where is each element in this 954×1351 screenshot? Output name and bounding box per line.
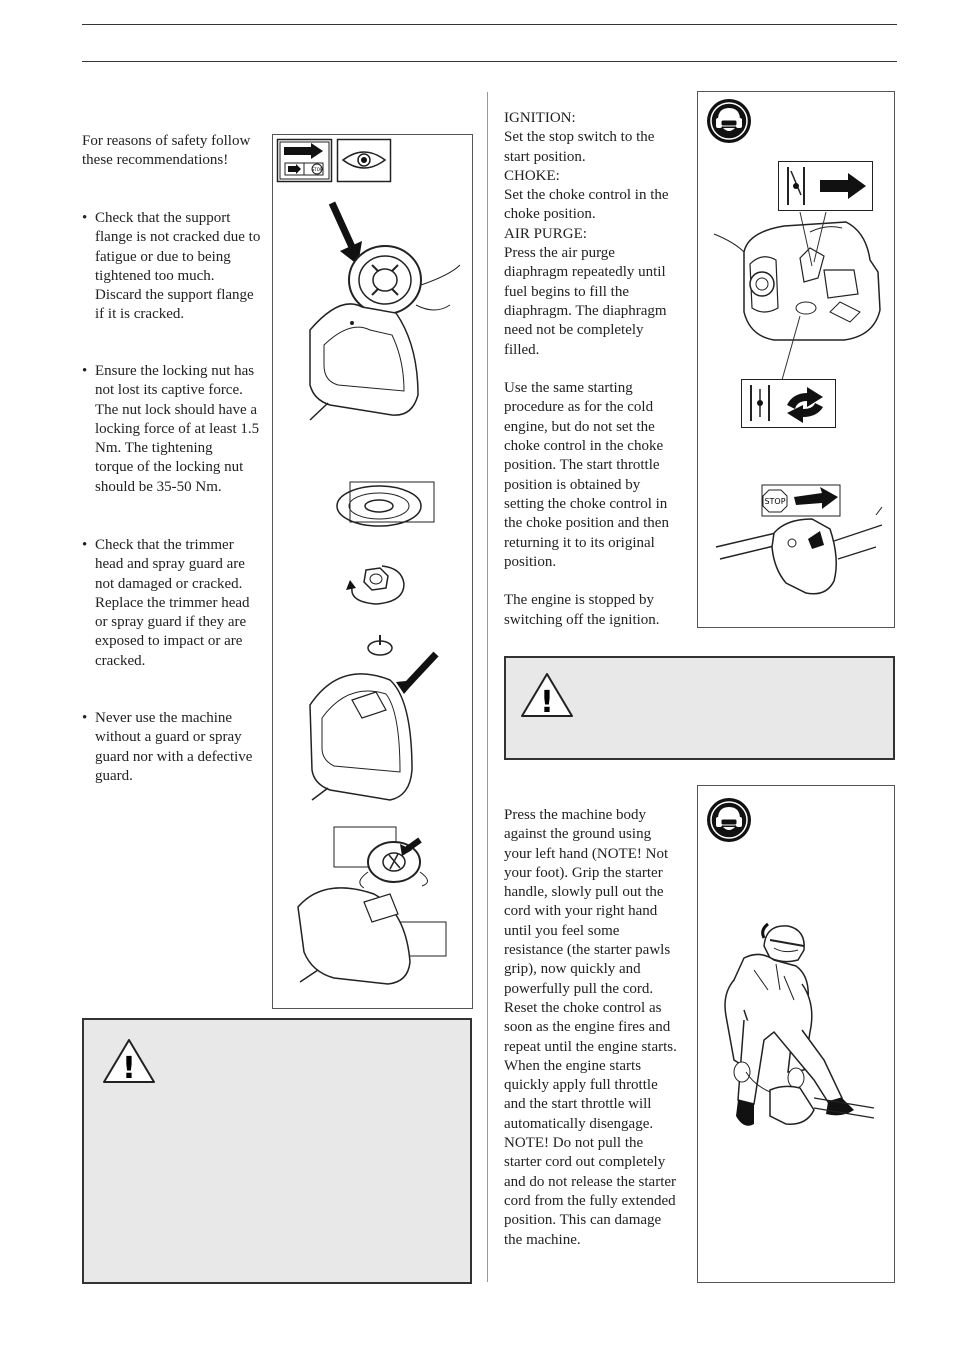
starting-line: choke position. xyxy=(504,206,596,223)
pull-line: cord from the fully extended xyxy=(504,1192,676,1209)
left-warning-box xyxy=(82,1018,472,1284)
bullet-line: head and spray guard are xyxy=(95,556,245,573)
starting-procedure-text xyxy=(504,109,696,630)
stop-switch-handle-drawing xyxy=(716,483,886,608)
pull-line: cord with your right hand xyxy=(504,903,658,920)
bullet-dot: • xyxy=(82,537,88,553)
starting-line: Set the stop switch to the xyxy=(504,129,655,146)
pull-line: until you feel some xyxy=(504,922,620,939)
pull-line: starter cord out completely xyxy=(504,1154,666,1171)
pull-line: Press the machine body xyxy=(504,807,647,823)
bullet-guard xyxy=(82,709,268,786)
starting-line xyxy=(504,572,696,591)
pull-line: your foot). Grip the starter xyxy=(504,864,663,881)
bullet-line: not damaged or cracked. xyxy=(95,575,243,592)
intro-line: For reasons of safety follow xyxy=(82,133,251,149)
starting-line: choke control in the choke xyxy=(504,438,664,455)
bullet-line: exposed to impact or are xyxy=(95,633,243,650)
right-warning-box xyxy=(504,656,895,760)
pull-line: Reset the choke control as xyxy=(504,999,662,1016)
warning-triangle-icon xyxy=(520,672,574,718)
starting-line: position is obtained by xyxy=(504,476,641,493)
pull-line: against the ground using xyxy=(504,826,652,843)
bullet-line: guard. xyxy=(95,767,133,784)
bullet-dot: • xyxy=(82,210,88,226)
pull-line: the machine. xyxy=(504,1231,581,1248)
starting-line: need not be completely xyxy=(504,322,644,339)
pull-line: soon as the engine fires and xyxy=(504,1019,671,1036)
intro-line: these recommendations! xyxy=(82,152,229,169)
bullet-line: guard nor with a defective xyxy=(95,748,253,765)
starting-line: Set the choke control in the xyxy=(504,187,669,204)
pull-line: NOTE! Do not pull the xyxy=(504,1135,644,1152)
bullet-line: flange is not cracked due to xyxy=(95,229,261,246)
starting-pull-text xyxy=(504,806,696,1250)
starting-line: procedure as for the cold xyxy=(504,399,654,416)
pull-line: repeat until the engine starts. xyxy=(504,1038,677,1055)
bullet-trimmer-head xyxy=(82,536,268,671)
engine-housing-drawing xyxy=(714,212,890,380)
pull-line: automatically disengage. xyxy=(504,1115,654,1132)
bullet-line: if it is cracked. xyxy=(95,306,185,323)
warning-exclamation: ! xyxy=(540,685,554,720)
choke-control-symbol xyxy=(741,379,837,429)
bullet-line: torque of the locking nut xyxy=(95,459,244,476)
header-rule-top xyxy=(82,24,897,25)
starting-line: returning it to its original xyxy=(504,534,655,551)
stop-switch-start-symbol xyxy=(778,161,874,212)
pull-line: and the start throttle will xyxy=(504,1096,652,1113)
warning-triangle-icon xyxy=(102,1038,156,1084)
starting-line: engine, but do not set the xyxy=(504,418,655,435)
starting-line xyxy=(504,360,696,379)
column-divider xyxy=(487,92,488,1282)
bullet-line: fatigue or due to being xyxy=(95,248,231,265)
pull-line: grip), now quickly and xyxy=(504,961,641,978)
bullet-line: Never use the machine xyxy=(95,710,233,726)
warning-exclamation: ! xyxy=(122,1051,136,1086)
support-flange-washer-drawing xyxy=(335,480,440,530)
pull-line: quickly apply full throttle xyxy=(504,1077,658,1094)
starting-line: diaphragm. The diaphragm xyxy=(504,302,667,319)
pull-line: your left hand (NOTE! Not xyxy=(504,845,669,862)
starting-line: position. xyxy=(504,553,557,570)
operator-starting-machine-drawing xyxy=(714,920,884,1140)
ear-eye-protection-icon xyxy=(706,98,752,144)
bullet-line: cracked. xyxy=(95,652,146,669)
starting-line: diaphragm repeatedly until xyxy=(504,264,666,281)
stop-sign-label: STOP xyxy=(764,497,786,506)
bullet-line: Check that the trimmer xyxy=(95,537,234,553)
bullet-line: Check that the support xyxy=(95,210,231,226)
pull-line: position. This can damage xyxy=(504,1212,662,1229)
starting-line: position. The start throttle xyxy=(504,457,660,474)
bullet-dot: • xyxy=(82,363,88,379)
pull-line: powerfully pull the cord. xyxy=(504,980,654,997)
starting-line: Use the same starting xyxy=(504,380,633,397)
bullet-line: tightened too much. xyxy=(95,267,215,284)
bullet-line: Nm. The tightening xyxy=(95,440,213,457)
bullet-line: without a guard or spray xyxy=(95,729,242,746)
starting-line: Press the air purge xyxy=(504,245,615,262)
bullet-line: Replace the trimmer head xyxy=(95,594,250,611)
starting-line: switching off the ignition. xyxy=(504,611,660,628)
bullet-line: Ensure the locking nut has xyxy=(95,363,255,379)
bullet-line: The nut lock should have a xyxy=(95,401,258,418)
locking-nut-drawing xyxy=(342,558,412,608)
starting-line: filled. xyxy=(504,341,540,358)
bullet-line: or spray guard if they are xyxy=(95,614,247,631)
trimmer-head-spray-guard-drawing xyxy=(294,822,466,988)
ear-eye-protection-icon xyxy=(706,797,752,843)
pull-line: When the engine starts xyxy=(504,1057,642,1074)
pull-line: and do not release the starter xyxy=(504,1173,677,1190)
bullet-line: locking force of at least 1.5 xyxy=(95,420,260,437)
starting-line: the choke position and then xyxy=(504,515,669,532)
bullet-line: should be 35-50 Nm. xyxy=(95,478,222,495)
bullet-line: Discard the support flange xyxy=(95,287,254,304)
bullet-line: not lost its captive force. xyxy=(95,382,243,399)
starting-line: AIR PURGE: xyxy=(504,225,587,242)
pull-line: resistance (the starter pawls xyxy=(504,942,671,959)
bullet-support-flange xyxy=(82,209,268,325)
bullet-dot: • xyxy=(82,710,88,726)
spray-guard-drawing xyxy=(300,630,470,810)
intro-text xyxy=(82,132,272,171)
pull-line: handle, slowly pull out the xyxy=(504,884,664,901)
starting-line: CHOKE: xyxy=(504,167,560,184)
starting-line: setting the choke control in xyxy=(504,495,668,512)
bullet-locking-nut xyxy=(82,362,268,497)
starting-line: start position. xyxy=(504,148,586,165)
trimmer-head-support-flange-drawing xyxy=(300,195,470,445)
starting-line: The engine is stopped by xyxy=(504,592,654,609)
starting-line: fuel begins to fill the xyxy=(504,283,629,300)
stop-small-label: STOP xyxy=(311,167,323,172)
starting-line: IGNITION: xyxy=(504,110,576,126)
inspection-symbols xyxy=(277,139,391,183)
header-rule-bottom xyxy=(82,61,897,62)
